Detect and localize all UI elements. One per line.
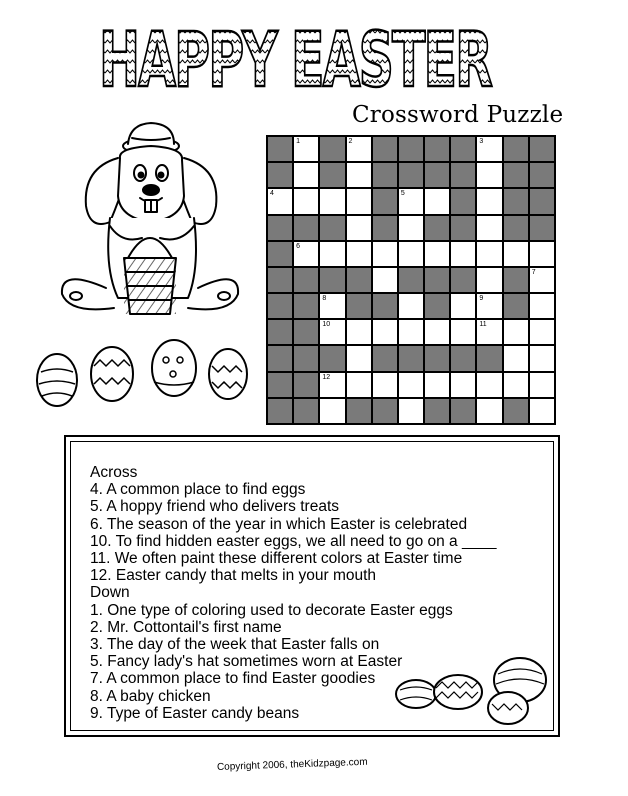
across-clue: 5. A hoppy friend who delivers treats	[90, 498, 340, 516]
grid-cell[interactable]	[529, 241, 555, 267]
grid-cell[interactable]	[424, 241, 450, 267]
grid-cell[interactable]	[424, 188, 450, 214]
page-title: HAPPY EASTER	[99, 15, 492, 100]
grid-block	[529, 188, 555, 214]
grid-block	[424, 136, 450, 162]
grid-cell[interactable]	[346, 319, 372, 345]
grid-cell[interactable]	[293, 136, 319, 162]
grid-block	[293, 398, 319, 424]
grid-cell[interactable]	[398, 372, 424, 398]
down-clue: 7. A common place to find Easter goodies	[90, 670, 376, 688]
grid-block	[319, 267, 345, 293]
down-clue: 2. Mr. Cottontail's first name	[90, 618, 282, 636]
grid-cell[interactable]	[476, 398, 502, 424]
bunny-illustration	[48, 118, 248, 328]
grid-block	[293, 372, 319, 398]
grid-cell[interactable]	[293, 188, 319, 214]
grid-block	[319, 136, 345, 162]
across-clue: 12. Easter candy that melts in your mouth	[90, 567, 377, 585]
grid-cell[interactable]	[529, 267, 555, 293]
grid-block	[450, 267, 476, 293]
grid-cell[interactable]	[398, 319, 424, 345]
grid-cell[interactable]	[346, 215, 372, 241]
down-clue: 1. One type of coloring used to decorate Easter eggs	[90, 601, 453, 619]
grid-block	[293, 345, 319, 371]
grid-cell[interactable]	[346, 136, 372, 162]
grid-block	[476, 345, 502, 371]
grid-cell[interactable]	[450, 372, 476, 398]
grid-cell[interactable]	[267, 188, 293, 214]
grid-block	[424, 267, 450, 293]
grid-cell[interactable]	[346, 345, 372, 371]
grid-block	[424, 215, 450, 241]
clue-number: 5	[400, 190, 405, 198]
grid-block	[424, 345, 450, 371]
grid-block	[424, 398, 450, 424]
grid-cell[interactable]	[319, 188, 345, 214]
grid-cell[interactable]	[476, 215, 502, 241]
grid-block	[267, 162, 293, 188]
grid-cell[interactable]	[319, 241, 345, 267]
grid-block	[372, 188, 398, 214]
grid-block	[503, 136, 529, 162]
grid-cell[interactable]	[503, 319, 529, 345]
grid-block	[503, 398, 529, 424]
easter-eggs-decoration	[390, 650, 555, 730]
grid-cell[interactable]	[319, 372, 345, 398]
grid-cell[interactable]	[293, 241, 319, 267]
grid-cell[interactable]	[476, 319, 502, 345]
grid-block	[267, 215, 293, 241]
title-banner	[95, 8, 495, 100]
grid-block	[319, 162, 345, 188]
clue-number: 7	[531, 268, 536, 276]
grid-cell[interactable]	[450, 319, 476, 345]
grid-block	[267, 136, 293, 162]
down-clue: 8. A baby chicken	[90, 687, 211, 705]
grid-cell[interactable]	[503, 372, 529, 398]
grid-block	[267, 267, 293, 293]
grid-block	[424, 162, 450, 188]
grid-block	[503, 267, 529, 293]
grid-block	[293, 267, 319, 293]
grid-block	[346, 267, 372, 293]
grid-cell[interactable]	[319, 398, 345, 424]
grid-cell[interactable]	[346, 188, 372, 214]
grid-block	[293, 319, 319, 345]
grid-cell[interactable]	[319, 319, 345, 345]
grid-block	[503, 188, 529, 214]
clue-number: 9	[479, 295, 484, 303]
clue-number: 10	[322, 321, 331, 329]
grid-cell[interactable]	[424, 319, 450, 345]
grid-block	[529, 215, 555, 241]
down-clue: 3. The day of the week that Easter falls on	[90, 636, 380, 654]
grid-block	[503, 293, 529, 319]
grid-block	[450, 345, 476, 371]
down-clue: 5. Fancy lady's hat sometimes worn at Easter	[90, 653, 403, 671]
across-clue: 10. To find hidden easter eggs, we all need to go on a ____	[90, 532, 497, 550]
grid-block	[398, 162, 424, 188]
grid-cell[interactable]	[503, 345, 529, 371]
across-clue: 11. We often paint these different colors at Easter time	[90, 550, 463, 568]
grid-block	[293, 215, 319, 241]
clue-number: 2	[348, 138, 353, 145]
grid-cell[interactable]	[529, 319, 555, 345]
grid-block	[346, 398, 372, 424]
grid-cell[interactable]	[503, 241, 529, 267]
grid-cell[interactable]	[346, 241, 372, 267]
grid-block	[529, 136, 555, 162]
grid-block	[372, 162, 398, 188]
grid-block	[372, 345, 398, 371]
grid-cell[interactable]	[293, 162, 319, 188]
grid-block	[450, 188, 476, 214]
grid-block	[319, 215, 345, 241]
down-clue: 9. Type of Easter candy beans	[90, 704, 300, 722]
grid-cell[interactable]	[319, 293, 345, 319]
easter-eggs-illustration	[30, 326, 250, 410]
grid-cell[interactable]	[476, 188, 502, 214]
grid-block	[450, 215, 476, 241]
across-heading: Across	[90, 464, 138, 481]
grid-cell[interactable]	[529, 372, 555, 398]
down-heading: Down	[90, 584, 130, 602]
grid-cell[interactable]	[372, 372, 398, 398]
grid-block	[267, 319, 293, 345]
grid-cell[interactable]	[398, 215, 424, 241]
grid-cell[interactable]	[529, 293, 555, 319]
grid-block	[503, 215, 529, 241]
grid-block	[267, 398, 293, 424]
grid-block	[450, 398, 476, 424]
clue-number: 1	[296, 138, 301, 145]
grid-cell[interactable]	[476, 136, 502, 162]
clue-number: 4	[270, 190, 274, 198]
grid-cell[interactable]	[398, 398, 424, 424]
grid-block	[450, 162, 476, 188]
grid-block	[503, 162, 529, 188]
clue-number: 12	[322, 373, 331, 381]
grid-block	[267, 241, 293, 267]
grid-block	[372, 398, 398, 424]
grid-block	[319, 345, 345, 371]
grid-block	[398, 267, 424, 293]
grid-cell[interactable]	[450, 293, 476, 319]
grid-block	[346, 293, 372, 319]
grid-cell[interactable]	[476, 267, 502, 293]
grid-cell[interactable]	[346, 162, 372, 188]
clue-number: 3	[479, 138, 484, 145]
clue-number: 11	[479, 321, 487, 329]
grid-cell[interactable]	[398, 241, 424, 267]
grid-cell[interactable]	[398, 293, 424, 319]
grid-block	[293, 293, 319, 319]
grid-cell[interactable]	[529, 345, 555, 371]
grid-cell[interactable]	[450, 241, 476, 267]
copyright-notice: Copyright 2006, theKidzpage.com	[216, 756, 368, 773]
grid-block	[398, 345, 424, 371]
grid-cell[interactable]	[372, 319, 398, 345]
grid-cell[interactable]	[424, 372, 450, 398]
grid-block	[529, 162, 555, 188]
across-clue: 4. A common place to find eggs	[90, 481, 306, 499]
across-clue: 6. The season of the year in which Easter is celebrated	[90, 515, 468, 533]
grid-cell[interactable]	[372, 241, 398, 267]
grid-block	[372, 136, 398, 162]
page-subtitle: Crossword Puzzle	[352, 102, 564, 128]
grid-cell[interactable]	[398, 188, 424, 214]
grid-block	[398, 136, 424, 162]
grid-block	[372, 293, 398, 319]
grid-cell[interactable]	[372, 267, 398, 293]
grid-cell[interactable]	[346, 372, 372, 398]
grid-block	[267, 293, 293, 319]
clue-number: 8	[322, 295, 327, 303]
crossword-grid	[266, 135, 556, 425]
grid-block	[267, 345, 293, 371]
grid-block	[372, 215, 398, 241]
grid-cell[interactable]	[476, 293, 502, 319]
grid-cell[interactable]	[529, 398, 555, 424]
grid-cell[interactable]	[476, 372, 502, 398]
clue-number: 6	[296, 242, 301, 250]
grid-cell[interactable]	[476, 162, 502, 188]
grid-block	[424, 293, 450, 319]
grid-cell[interactable]	[476, 241, 502, 267]
grid-block	[450, 136, 476, 162]
grid-block	[267, 372, 293, 398]
